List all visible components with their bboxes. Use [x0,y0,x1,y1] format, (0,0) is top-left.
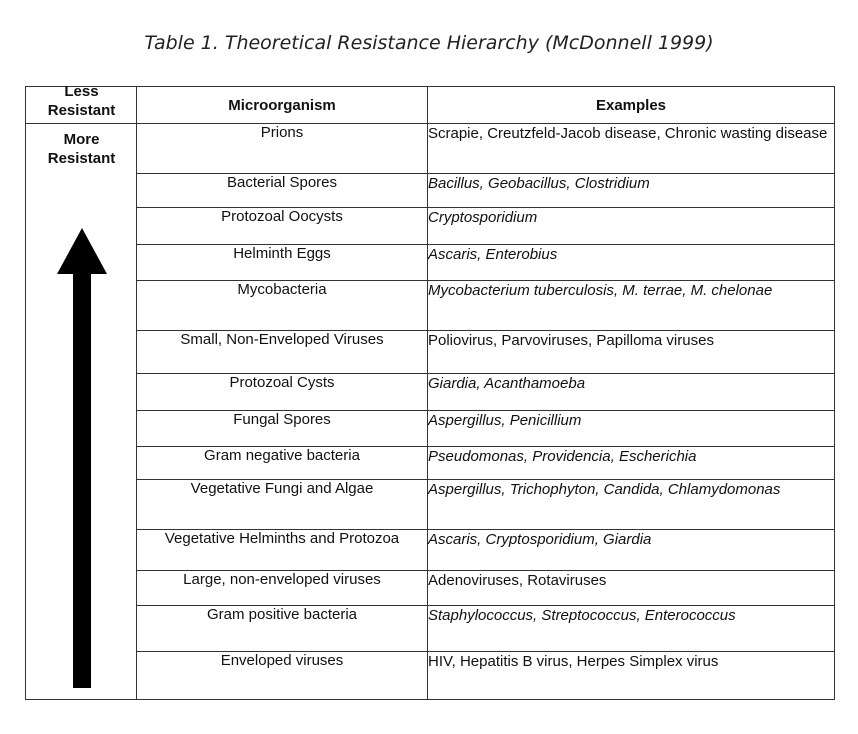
header-microorganism: Microorganism [137,87,428,124]
table-row [26,480,835,530]
more-resistant-label: More Resistant [47,131,116,167]
microorganism-cell: Large, non-enveloped viruses [137,571,428,606]
table-row [26,281,835,331]
examples-cell: Aspergillus, Penicillium [428,411,835,447]
microorganism-cell: Vegetative Helminths and Protozoa [137,530,428,571]
examples-cell: Aspergillus, Trichophyton, Candida, Chlamydomonas [428,480,835,530]
microorganism-cell: Protozoal Oocysts [137,208,428,245]
microorganism-cell: Mycobacteria [137,281,428,331]
examples-cell: Cryptosporidium [428,208,835,245]
examples-cell: Adenoviruses, Rotaviruses [428,571,835,606]
table-row [26,606,835,652]
examples-cell: Scrapie, Creutzfeld-Jacob disease, Chronic wasting disease [428,124,835,174]
examples-cell: Ascaris, Cryptosporidium, Giardia [428,530,835,571]
examples-cell: Ascaris, Enterobius [428,245,835,281]
microorganism-cell: Helminth Eggs [137,245,428,281]
table-row [26,245,835,281]
table-row [26,652,835,700]
table-caption: Table 1. Theoretical Resistance Hierarchy (McDonnell 1999) [144,32,714,54]
table-row [26,530,835,571]
table-row [26,447,835,480]
examples-cell: Mycobacterium tuberculosis, M. terrae, M. chelonae [428,281,835,331]
microorganism-cell: Fungal Spores [137,411,428,447]
microorganism-cell: Gram positive bacteria [137,606,428,652]
table-row [26,331,835,374]
microorganism-cell: Small, Non-Enveloped Viruses [137,331,428,374]
microorganism-cell: Gram negative bacteria [137,447,428,480]
microorganism-cell: Enveloped viruses [137,652,428,700]
examples-cell: Staphylococcus, Streptococcus, Enterococcus [428,606,835,652]
table-row [26,208,835,245]
microorganism-cell: Protozoal Cysts [137,374,428,411]
examples-cell: Pseudomonas, Providencia, Escherichia [428,447,835,480]
resistance-scale-cell [26,83,137,700]
examples-cell: Bacillus, Geobacillus, Clostridium [428,174,835,208]
table-row [26,124,835,174]
table-row [26,374,835,411]
header-row [26,87,835,124]
arrow-shaft [73,273,91,688]
header-examples: Examples [428,87,835,124]
examples-cell: Poliovirus, Parvoviruses, Papilloma viruses [428,331,835,374]
examples-cell: HIV, Hepatitis B virus, Herpes Simplex virus [428,652,835,700]
table-row [26,174,835,208]
less-resistant-label: Less Resistant [47,83,116,119]
microorganism-cell: Vegetative Fungi and Algae [137,480,428,530]
table-row [26,571,835,606]
up-arrow-icon [57,228,107,688]
microorganism-cell: Bacterial Spores [137,174,428,208]
table-row [26,411,835,447]
microorganism-cell: Prions [137,124,428,174]
examples-cell: Giardia, Acanthamoeba [428,374,835,411]
resistance-hierarchy-table [25,83,835,700]
arrow-head [57,228,107,274]
